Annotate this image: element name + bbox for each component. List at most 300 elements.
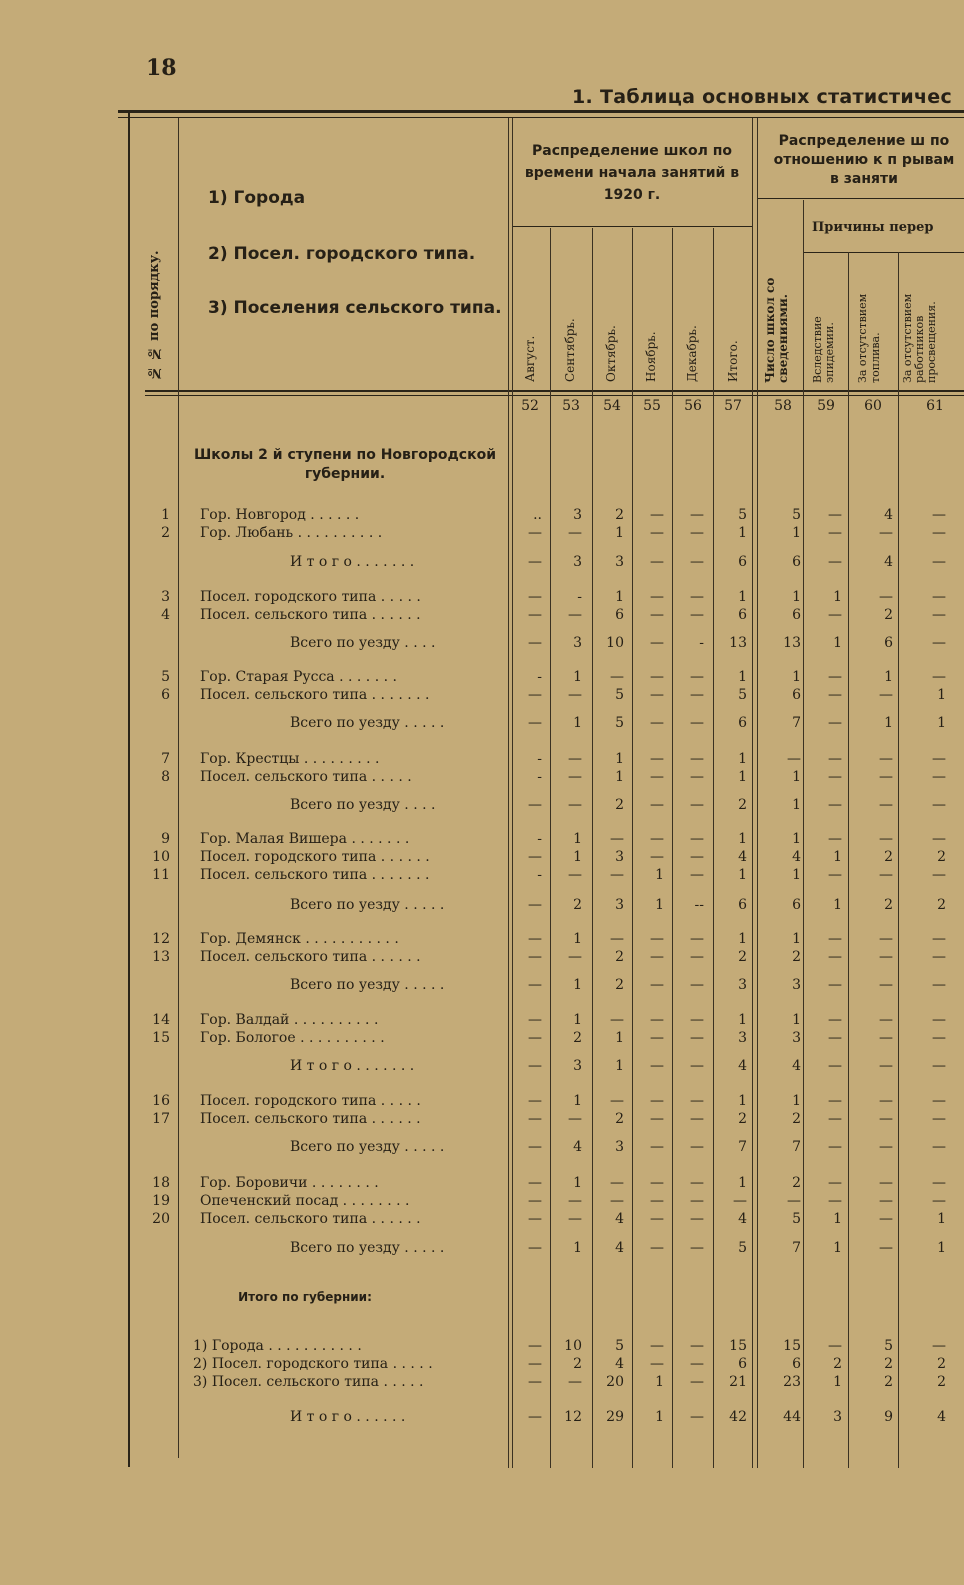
- row-label: 3) Посел. сельского типа . . . . .: [193, 1374, 424, 1390]
- legend-rural-settlements: 3) Поселения сельского типа.: [208, 298, 502, 318]
- value-cell: —: [568, 1374, 582, 1390]
- value-cell: 9: [884, 1409, 893, 1425]
- total-header: Итого.: [726, 340, 740, 382]
- value-cell: 23: [783, 1374, 801, 1390]
- value-cell: —: [650, 1175, 664, 1191]
- value-cell: 3: [615, 1139, 624, 1155]
- value-cell: —: [528, 1175, 542, 1191]
- value-cell: —: [690, 1240, 704, 1256]
- value-cell: 1: [833, 589, 842, 605]
- month-december-header: Декабрь.: [685, 325, 699, 382]
- table-row: [0, 949, 964, 967]
- value-cell: 5: [615, 687, 624, 703]
- table-row: [0, 769, 964, 787]
- value-cell: —: [932, 607, 946, 623]
- value-cell: 3: [615, 554, 624, 570]
- value-cell: 6: [792, 607, 801, 623]
- value-cell: 42: [729, 1409, 747, 1425]
- column-number: 52: [521, 398, 539, 414]
- value-cell: 1: [615, 589, 624, 605]
- value-cell: 12: [564, 1409, 582, 1425]
- value-cell: —: [650, 769, 664, 785]
- value-cell: 2: [615, 507, 624, 523]
- top-rule: [118, 110, 964, 113]
- column-number: 53: [562, 398, 580, 414]
- value-cell: 1: [792, 669, 801, 685]
- value-cell: —: [528, 1093, 542, 1109]
- value-cell: 2: [884, 1356, 893, 1372]
- value-cell: —: [879, 931, 893, 947]
- value-cell: —: [528, 635, 542, 651]
- value-cell: 4: [884, 554, 893, 570]
- value-cell: —: [879, 1240, 893, 1256]
- month-november-header: Ноябрь.: [644, 331, 658, 382]
- table-row: [0, 1211, 964, 1229]
- value-cell: 1: [884, 669, 893, 685]
- month-october-header: Октябрь.: [604, 325, 618, 382]
- value-cell: —: [528, 849, 542, 865]
- value-cell: 2: [615, 949, 624, 965]
- value-cell: —: [650, 949, 664, 965]
- value-cell: 1: [792, 1012, 801, 1028]
- value-cell: —: [650, 849, 664, 865]
- value-cell: —: [650, 1012, 664, 1028]
- value-cell: 7: [792, 1240, 801, 1256]
- value-cell: —: [650, 1093, 664, 1109]
- value-cell: —: [828, 977, 842, 993]
- value-cell: —: [650, 635, 664, 651]
- row-label: Посел. сельского типа . . . . . . .: [200, 867, 430, 883]
- col-rule: [508, 118, 509, 1468]
- value-cell: 6: [792, 1356, 801, 1372]
- value-cell: —: [690, 1409, 704, 1425]
- value-cell: —: [528, 1338, 542, 1354]
- column-number: 57: [724, 398, 742, 414]
- value-cell: 5: [615, 715, 624, 731]
- footer-title: Итого по губернии:: [238, 1290, 372, 1304]
- row-label: Посел. сельского типа . . . . .: [200, 769, 412, 785]
- value-cell: —: [610, 831, 624, 847]
- value-cell: —: [568, 797, 582, 813]
- row-number: 5: [161, 669, 170, 685]
- value-cell: 1: [655, 1374, 664, 1390]
- value-cell: —: [932, 1175, 946, 1191]
- value-cell: 2: [615, 1111, 624, 1127]
- value-cell: —: [879, 1030, 893, 1046]
- schools-with-data-header: Число школ со сведениями.: [763, 277, 790, 383]
- value-cell: —: [828, 1175, 842, 1191]
- value-cell: 3: [573, 635, 582, 651]
- table-total-row: [0, 715, 964, 733]
- value-cell: —: [879, 687, 893, 703]
- value-cell: --: [694, 897, 704, 913]
- value-cell: —: [828, 1338, 842, 1354]
- value-cell: 5: [738, 507, 747, 523]
- value-cell: —: [932, 1093, 946, 1109]
- value-cell: 6: [792, 897, 801, 913]
- header-bottom-rule: [145, 390, 964, 392]
- value-cell: 4: [792, 1058, 801, 1074]
- value-cell: —: [690, 669, 704, 685]
- group1-header: Распределение школ по времени начала занятий в 1920 г.: [524, 143, 740, 203]
- value-cell: —: [690, 831, 704, 847]
- value-cell: 4: [573, 1139, 582, 1155]
- value-cell: -: [537, 751, 542, 767]
- value-cell: —: [828, 1093, 842, 1109]
- value-cell: 1: [833, 1211, 842, 1227]
- value-cell: 13: [783, 635, 801, 651]
- epidemic-header: Вследствие эпидемии.: [811, 316, 836, 383]
- value-cell: —: [650, 977, 664, 993]
- value-cell: —: [879, 977, 893, 993]
- value-cell: —: [932, 1338, 946, 1354]
- value-cell: —: [690, 1111, 704, 1127]
- value-cell: 1: [738, 669, 747, 685]
- row-number: 17: [152, 1111, 170, 1127]
- value-cell: 1: [792, 525, 801, 541]
- value-cell: 2: [573, 1356, 582, 1372]
- row-number: 18: [152, 1175, 170, 1191]
- value-cell: 6: [738, 897, 747, 913]
- value-cell: —: [932, 1111, 946, 1127]
- value-cell: 1: [792, 931, 801, 947]
- month-august-header: Август.: [523, 335, 537, 382]
- value-cell: 21: [729, 1374, 747, 1390]
- value-cell: 1: [655, 1409, 664, 1425]
- value-cell: 6: [738, 1356, 747, 1372]
- table-row: [0, 849, 964, 867]
- value-cell: —: [650, 589, 664, 605]
- row-label: Посел. сельского типа . . . . . .: [200, 607, 421, 623]
- group2-sub-rule: [803, 252, 964, 253]
- value-cell: 2: [573, 1030, 582, 1046]
- row-number: 19: [152, 1193, 170, 1209]
- value-cell: 3: [738, 977, 747, 993]
- value-cell: —: [650, 715, 664, 731]
- value-cell: 2: [738, 949, 747, 965]
- footer-row: [0, 1374, 964, 1392]
- value-cell: 4: [615, 1356, 624, 1372]
- group2-subheader: Причины перер: [812, 220, 934, 235]
- row-number: 12: [152, 931, 170, 947]
- column-number: 54: [603, 398, 621, 414]
- value-cell: —: [650, 1356, 664, 1372]
- value-cell: ..: [533, 507, 542, 523]
- value-cell: —: [879, 1058, 893, 1074]
- value-cell: 1: [792, 769, 801, 785]
- row-label: Всего по уезду . . . .: [290, 635, 436, 651]
- value-cell: 3: [615, 897, 624, 913]
- value-cell: —: [528, 715, 542, 731]
- table-row: [0, 1093, 964, 1111]
- value-cell: 1: [738, 831, 747, 847]
- value-cell: —: [690, 1356, 704, 1372]
- value-cell: —: [528, 1058, 542, 1074]
- value-cell: —: [690, 769, 704, 785]
- value-cell: 3: [573, 1058, 582, 1074]
- value-cell: 1: [615, 1058, 624, 1074]
- row-number: 15: [152, 1030, 170, 1046]
- value-cell: 2: [833, 1356, 842, 1372]
- value-cell: —: [528, 1111, 542, 1127]
- value-cell: —: [650, 1058, 664, 1074]
- group2-rule: [757, 198, 964, 199]
- value-cell: -: [537, 669, 542, 685]
- value-cell: 1: [833, 897, 842, 913]
- value-cell: 3: [792, 977, 801, 993]
- section-title: Школы 2 й ступени по Новгородской губернии.: [193, 447, 497, 482]
- value-cell: —: [690, 1175, 704, 1191]
- value-cell: —: [528, 1356, 542, 1372]
- value-cell: 5: [792, 507, 801, 523]
- table-row: [0, 1030, 964, 1048]
- value-cell: —: [528, 1409, 542, 1425]
- table-row: [0, 1193, 964, 1211]
- value-cell: 2: [615, 977, 624, 993]
- value-cell: 1: [792, 589, 801, 605]
- value-cell: —: [690, 1058, 704, 1074]
- value-cell: 1: [937, 687, 946, 703]
- value-cell: —: [568, 949, 582, 965]
- row-number: 16: [152, 1093, 170, 1109]
- value-cell: —: [568, 751, 582, 767]
- value-cell: 10: [564, 1338, 582, 1354]
- value-cell: 2: [937, 1356, 946, 1372]
- value-cell: —: [568, 867, 582, 883]
- value-cell: —: [610, 1093, 624, 1109]
- header-bottom-rule-2: [145, 395, 964, 396]
- value-cell: 5: [738, 687, 747, 703]
- value-cell: —: [932, 525, 946, 541]
- value-cell: —: [528, 1240, 542, 1256]
- value-cell: —: [879, 797, 893, 813]
- row-number: 4: [161, 607, 170, 623]
- col-rule: [752, 118, 753, 1468]
- value-cell: 3: [615, 849, 624, 865]
- value-cell: —: [650, 751, 664, 767]
- row-number: 10: [152, 849, 170, 865]
- table-row: [0, 1012, 964, 1030]
- value-cell: —: [568, 1193, 582, 1209]
- value-cell: 6: [792, 687, 801, 703]
- row-label: 1) Города . . . . . . . . . . .: [193, 1338, 362, 1354]
- table-total-row: [0, 797, 964, 815]
- table-row: [0, 931, 964, 949]
- value-cell: —: [528, 1211, 542, 1227]
- value-cell: —: [932, 1139, 946, 1155]
- value-cell: —: [568, 525, 582, 541]
- row-label: 2) Посел. городского типа . . . . .: [193, 1356, 433, 1372]
- value-cell: —: [610, 1012, 624, 1028]
- column-number: 59: [817, 398, 835, 414]
- value-cell: —: [690, 751, 704, 767]
- value-cell: —: [932, 977, 946, 993]
- value-cell: —: [610, 669, 624, 685]
- value-cell: —: [879, 1193, 893, 1209]
- value-cell: —: [650, 931, 664, 947]
- value-cell: 1: [573, 1012, 582, 1028]
- value-cell: 5: [792, 1211, 801, 1227]
- value-cell: 1: [738, 525, 747, 541]
- value-cell: —: [932, 1193, 946, 1209]
- value-cell: —: [932, 554, 946, 570]
- value-cell: —: [568, 687, 582, 703]
- table-row: [0, 751, 964, 769]
- value-cell: —: [787, 1193, 801, 1209]
- value-cell: —: [528, 554, 542, 570]
- row-label: Гор. Валдай . . . . . . . . . .: [200, 1012, 379, 1028]
- row-label: Гор. Новгород . . . . . .: [200, 507, 360, 523]
- value-cell: —: [568, 1211, 582, 1227]
- value-cell: —: [690, 1030, 704, 1046]
- row-number: 11: [152, 867, 170, 883]
- value-cell: —: [528, 1030, 542, 1046]
- value-cell: 5: [738, 1240, 747, 1256]
- value-cell: 4: [884, 507, 893, 523]
- row-label: Гор. Крестцы . . . . . . . . .: [200, 751, 380, 767]
- column-number: 60: [864, 398, 882, 414]
- value-cell: —: [650, 1193, 664, 1209]
- value-cell: —: [828, 831, 842, 847]
- value-cell: —: [528, 607, 542, 623]
- row-label: Всего по уезду . . . . .: [290, 715, 445, 731]
- value-cell: 4: [615, 1211, 624, 1227]
- value-cell: 2: [738, 1111, 747, 1127]
- value-cell: 3: [792, 1030, 801, 1046]
- value-cell: —: [568, 1111, 582, 1127]
- value-cell: —: [690, 1093, 704, 1109]
- table-row: [0, 507, 964, 525]
- value-cell: —: [528, 1012, 542, 1028]
- value-cell: 1: [792, 831, 801, 847]
- value-cell: —: [650, 1030, 664, 1046]
- value-cell: 2: [884, 849, 893, 865]
- value-cell: —: [650, 1240, 664, 1256]
- value-cell: —: [690, 554, 704, 570]
- value-cell: -: [577, 589, 582, 605]
- row-number: 2: [161, 525, 170, 541]
- value-cell: —: [828, 1139, 842, 1155]
- value-cell: —: [528, 1193, 542, 1209]
- value-cell: 4: [615, 1240, 624, 1256]
- column-number: 61: [926, 398, 944, 414]
- value-cell: —: [690, 849, 704, 865]
- value-cell: —: [650, 831, 664, 847]
- value-cell: 6: [738, 607, 747, 623]
- value-cell: 1: [738, 931, 747, 947]
- value-cell: —: [879, 1139, 893, 1155]
- value-cell: —: [828, 687, 842, 703]
- value-cell: 2: [937, 1374, 946, 1390]
- value-cell: 5: [615, 1338, 624, 1354]
- group1-rule: [512, 226, 752, 227]
- row-number: 20: [152, 1211, 170, 1227]
- value-cell: 2: [792, 1111, 801, 1127]
- value-cell: 4: [937, 1409, 946, 1425]
- value-cell: —: [690, 1012, 704, 1028]
- value-cell: —: [828, 507, 842, 523]
- value-cell: 44: [783, 1409, 801, 1425]
- row-label: Гор. Любань . . . . . . . . . .: [200, 525, 383, 541]
- value-cell: —: [828, 949, 842, 965]
- row-number: 14: [152, 1012, 170, 1028]
- no-fuel-header: За отсутствием топлива.: [856, 293, 882, 383]
- value-cell: 1: [792, 867, 801, 883]
- value-cell: 1: [937, 715, 946, 731]
- value-cell: —: [932, 931, 946, 947]
- value-cell: —: [528, 589, 542, 605]
- table-total-row: [0, 635, 964, 653]
- row-number: 7: [161, 751, 170, 767]
- value-cell: 3: [573, 554, 582, 570]
- value-cell: —: [828, 751, 842, 767]
- row-number: 9: [161, 831, 170, 847]
- value-cell: 1: [738, 1093, 747, 1109]
- legend-urban-settlements: 2) Посел. городского типа.: [208, 244, 476, 264]
- value-cell: 1: [573, 1240, 582, 1256]
- column-number: 55: [643, 398, 661, 414]
- value-cell: 6: [738, 554, 747, 570]
- row-label: Гор. Старая Русса . . . . . . .: [200, 669, 397, 685]
- value-cell: —: [733, 1193, 747, 1209]
- value-cell: 2: [792, 949, 801, 965]
- value-cell: 1: [615, 525, 624, 541]
- value-cell: —: [787, 751, 801, 767]
- value-cell: 1: [573, 931, 582, 947]
- table-total-row: [0, 1058, 964, 1076]
- value-cell: —: [690, 687, 704, 703]
- value-cell: 2: [884, 1374, 893, 1390]
- footer-total-row: [0, 1409, 964, 1427]
- value-cell: 4: [792, 849, 801, 865]
- value-cell: —: [879, 769, 893, 785]
- value-cell: 1: [792, 797, 801, 813]
- value-cell: 4: [738, 849, 747, 865]
- value-cell: 1: [738, 751, 747, 767]
- footer-row: [0, 1338, 964, 1356]
- row-number: 6: [161, 687, 170, 703]
- value-cell: 6: [615, 607, 624, 623]
- value-cell: 4: [738, 1058, 747, 1074]
- value-cell: —: [690, 525, 704, 541]
- row-label: И т о г о . . . . . . .: [290, 1058, 415, 1074]
- value-cell: 2: [738, 797, 747, 813]
- value-cell: —: [932, 751, 946, 767]
- value-cell: —: [650, 607, 664, 623]
- table-row: [0, 1111, 964, 1129]
- value-cell: —: [932, 507, 946, 523]
- value-cell: —: [932, 589, 946, 605]
- value-cell: —: [528, 897, 542, 913]
- value-cell: —: [690, 589, 704, 605]
- no-staff-header: За отсутствием работников просвещения.: [901, 293, 938, 383]
- row-label: И т о г о . . . . . . .: [290, 554, 415, 570]
- row-label: Посел. сельского типа . . . . . .: [200, 949, 421, 965]
- value-cell: —: [528, 687, 542, 703]
- table-total-row: [0, 1139, 964, 1157]
- row-label: Гор. Бологое . . . . . . . . . .: [200, 1030, 385, 1046]
- value-cell: 29: [606, 1409, 624, 1425]
- value-cell: 1: [738, 867, 747, 883]
- value-cell: 1: [573, 977, 582, 993]
- row-label: Посел. городского типа . . . . .: [200, 1093, 421, 1109]
- value-cell: —: [650, 669, 664, 685]
- footer-row: [0, 1356, 964, 1374]
- row-label: Опеченский посад . . . . . . . .: [200, 1193, 410, 1209]
- value-cell: —: [932, 949, 946, 965]
- value-cell: 1: [615, 1030, 624, 1046]
- value-cell: —: [528, 931, 542, 947]
